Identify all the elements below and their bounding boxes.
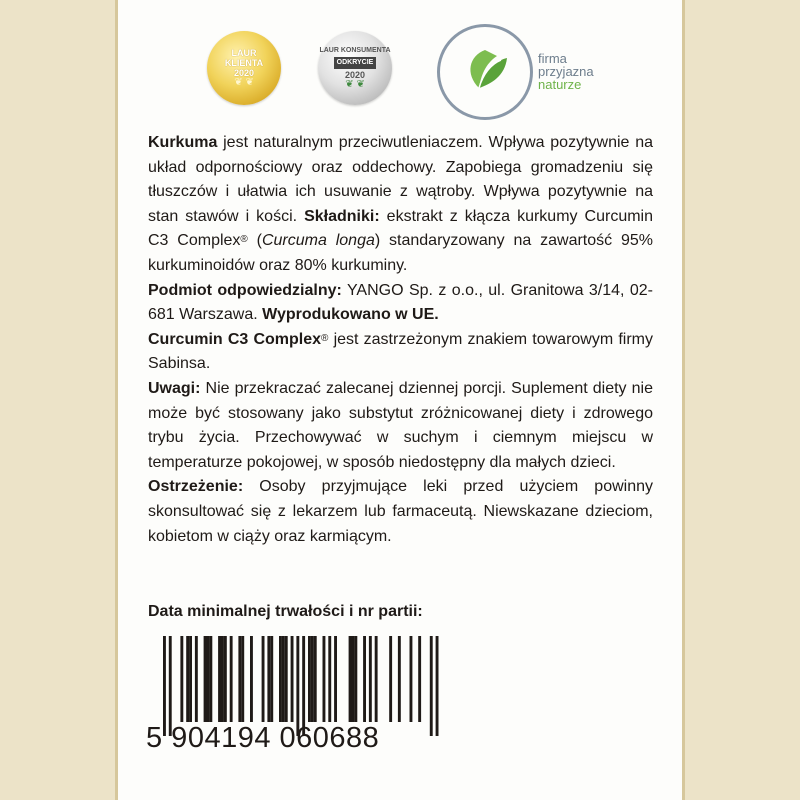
badge-line1: LAUR [231, 48, 257, 58]
trademark-name: Curcumin C3 Complex [148, 330, 322, 348]
barcode-bar [250, 636, 253, 722]
notes-label: Uwagi: [148, 379, 201, 397]
warning-label: Ostrzeżenie: [148, 478, 244, 496]
barcode-digits: 5 904194 060688 [146, 722, 380, 754]
badge-line2: ODKRYCIE [334, 57, 377, 69]
registered-mark: ® [240, 234, 248, 246]
barcode-bar [296, 636, 299, 736]
barcode-bar [209, 636, 212, 722]
laurel-icon: ❦ ❦ [234, 77, 254, 88]
laurel-icon: ❦ ❦ [345, 79, 365, 90]
barcode-bar [230, 636, 233, 722]
badge-line2: KLIENTA [224, 58, 264, 68]
barcode-bar [302, 636, 305, 736]
description-text: jest naturalnym przeciwutleniaczem. Wpływa pozytywnie na układ odpornościowy oraz oddechowy. Zapobiega gromadzeniu się tłuszczów i ułatwia ich usuwanie z wątroby. Wpływa pozytywnie na stan stawów i kości. [148, 134, 653, 225]
ingredients-text: ekstrakt z kłącza kurkumy Curcumin C3 Complex [148, 207, 654, 250]
barcode-bar [241, 636, 244, 722]
barcode-bar [398, 636, 401, 722]
laur-klienta-badge [207, 31, 281, 105]
notes-paragraph [148, 377, 653, 475]
badge-line1: LAUR KONSUMENTA [319, 47, 391, 54]
badge-year: 2020 [344, 70, 366, 80]
barcode-bar [436, 636, 439, 736]
barcode-bar [375, 636, 378, 722]
barcode-bar [221, 636, 224, 722]
barcode-bar [238, 636, 241, 722]
barcode-bar [204, 636, 207, 722]
barcode-bar [218, 636, 221, 722]
barcode-bar [308, 636, 311, 722]
trademark-paragraph [148, 328, 653, 377]
warning-text: Osoby przyjmujące leki przed użyciem powinny skonsultować się z lekarzem lub farmaceutą. Niewskazane dzieciom, kobietom w ciąży oraz karmiącym. [148, 478, 653, 545]
barcode-bar [163, 636, 166, 736]
barcode-bar [363, 636, 366, 722]
made-in-label: Wyprodukowano w UE. [262, 306, 439, 324]
entity-text: YANGO Sp. z o.o., ul. Granitowa 3/14, 02-681 Warszawa. [148, 281, 653, 324]
barcode-bar [189, 636, 192, 722]
barcode-bar [169, 636, 172, 736]
right-border [682, 0, 800, 800]
barcode-bar [311, 636, 314, 722]
barcode-bar [369, 636, 372, 722]
product-name: Kurkuma [148, 134, 218, 151]
barcode-bar [180, 636, 183, 722]
left-border [0, 0, 118, 800]
eco-line2: przyjazna [538, 64, 594, 79]
barcode-bar [291, 636, 294, 722]
barcode-bar [430, 636, 433, 736]
eco-logo-text [538, 52, 594, 91]
notes-text: Nie przekraczać zalecanej dziennej porcji. Suplement diety nie może być stosowany jako substytut zróżnicowanej diety i zdrowego trybu życia. Przechowywać w suchym i ciemnym miejscu w temperaturze pokojowej, w sposób niedostępny dla małych dzieci. [148, 379, 653, 471]
barcode-bar [279, 636, 282, 722]
barcode-bar [334, 636, 337, 722]
barcode-bar [262, 636, 265, 722]
warning-paragraph [148, 475, 653, 549]
barcode-bar [410, 636, 413, 722]
barcode-bar [418, 636, 421, 722]
entity-paragraph [148, 279, 653, 328]
barcode-bar [323, 636, 326, 722]
trademark-text: jest zastrzeżonym znakiem towarowym firmy Sabinsa. [148, 330, 653, 373]
entity-label: Podmiot odpowiedzialny: [148, 281, 342, 299]
barcode-bar [282, 636, 285, 722]
barcode-bar [354, 636, 357, 722]
barcode-bar [195, 636, 198, 722]
barcode-bar [314, 636, 317, 722]
leaf-icon [455, 42, 515, 102]
barcode-bar [389, 636, 392, 722]
description-paragraph [148, 131, 653, 279]
barcode-bar [224, 636, 227, 722]
laur-konsumenta-badge [318, 31, 392, 105]
eco-line1: firma [538, 51, 567, 66]
barcode-bar [207, 636, 210, 722]
registered-mark: ® [321, 332, 329, 344]
barcode-bar [270, 636, 273, 722]
product-description [148, 131, 653, 549]
latin-name: Curcuma longa [261, 232, 375, 250]
barcode-bar [352, 636, 355, 722]
ingredients-text: ) standaryzowany na zawartość 95% kurkuminoidów oraz 80% kurkuminy. [148, 232, 653, 274]
ingredients-label: Składniki: [304, 207, 380, 225]
barcode-bar [267, 636, 270, 722]
ingredients-text: ( [247, 232, 262, 250]
barcode-bar [349, 636, 352, 722]
barcode-bar [328, 636, 331, 722]
barcode-bar [285, 636, 288, 722]
barcode-bar [186, 636, 189, 722]
barcode [163, 636, 453, 736]
eco-line3: naturze [538, 77, 582, 92]
expiry-label: Data minimalnej trwałości i nr partii: [148, 603, 423, 620]
badge-year: 2020 [233, 68, 255, 78]
